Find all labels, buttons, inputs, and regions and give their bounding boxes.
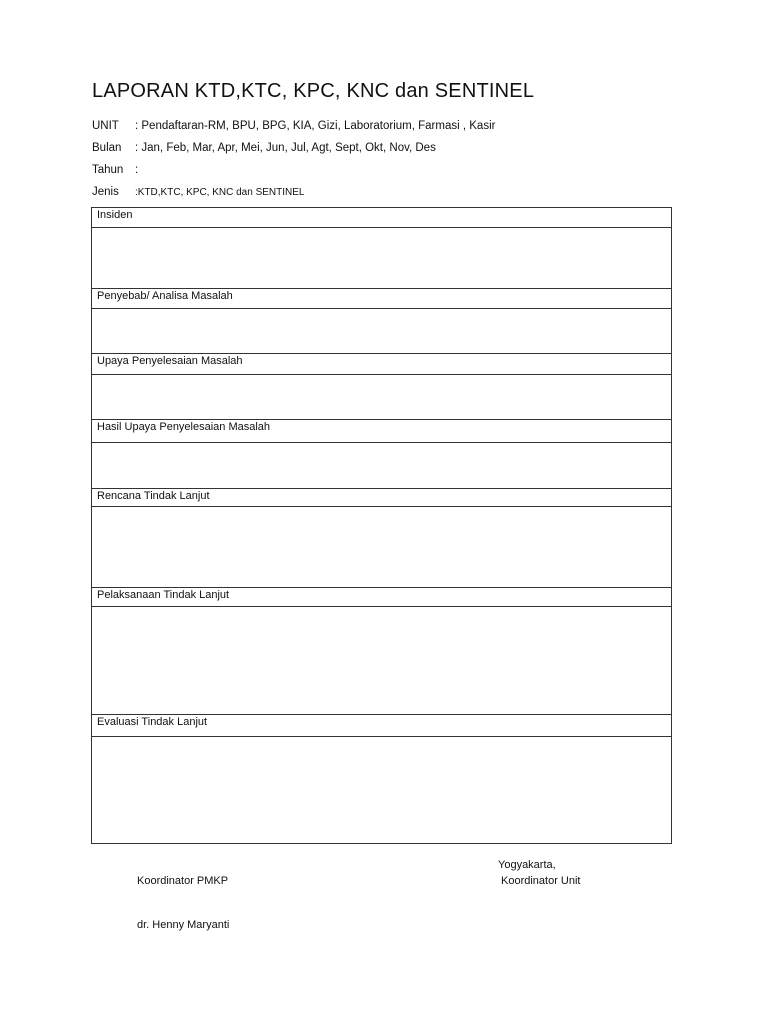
meta-label-tahun: Tahun xyxy=(92,164,124,176)
section-field-penyebab[interactable] xyxy=(92,309,671,353)
section-header-penyebab xyxy=(92,288,671,309)
section-label-upaya: Upaya Penyelesaian Masalah xyxy=(97,355,243,367)
signature-place: Yogyakarta, xyxy=(498,859,556,871)
section-label-penyebab: Penyebab/ Analisa Masalah xyxy=(97,290,233,302)
section-label-evaluasi: Evaluasi Tindak Lanjut xyxy=(97,716,208,728)
meta-value-unit: : Pendaftaran-RM, BPU, BPG, KIA, Gizi, Laboratorium, Farmasi , Kasir xyxy=(135,120,496,132)
section-header-hasil-upaya xyxy=(92,419,671,443)
meta-value-bulan: : Jan, Feb, Mar, Apr, Mei, Jun, Jul, Agt, Sept, Okt, Nov, Des xyxy=(135,142,436,154)
section-field-pelaksanaan[interactable] xyxy=(92,607,671,714)
meta-row-jenis xyxy=(92,186,305,198)
section-header-upaya xyxy=(92,353,671,375)
meta-label-unit: UNIT xyxy=(92,120,119,132)
signature-left-name: dr. Henny Maryanti xyxy=(137,919,230,931)
section-label-insiden: Insiden xyxy=(97,209,133,221)
section-label-hasil-upaya: Hasil Upaya Penyelesaian Masalah xyxy=(97,421,271,433)
section-label-pelaksanaan: Pelaksanaan Tindak Lanjut xyxy=(97,589,230,601)
section-header-rencana xyxy=(92,488,671,507)
meta-row-unit xyxy=(92,120,495,132)
meta-row-tahun xyxy=(92,164,138,176)
section-field-insiden[interactable] xyxy=(92,228,671,288)
section-header-pelaksanaan xyxy=(92,587,671,607)
section-field-rencana[interactable] xyxy=(92,507,671,587)
section-field-upaya[interactable] xyxy=(92,375,671,419)
meta-label-jenis: Jenis xyxy=(92,186,119,198)
signature-right-title: Koordinator Unit xyxy=(501,875,581,887)
section-label-rencana: Rencana Tindak Lanjut xyxy=(97,490,210,502)
section-field-hasil-upaya[interactable] xyxy=(92,443,671,488)
meta-row-bulan xyxy=(92,142,436,154)
report-form-table xyxy=(91,207,672,844)
section-header-evaluasi xyxy=(92,714,671,737)
section-field-evaluasi[interactable] xyxy=(92,737,671,843)
meta-value-jenis: :KTD,KTC, KPC, KNC dan SENTINEL xyxy=(135,187,305,198)
section-header-insiden xyxy=(92,208,671,228)
page-title: LAPORAN KTD,KTC, KPC, KNC dan SENTINEL xyxy=(92,80,535,102)
meta-label-bulan: Bulan xyxy=(92,142,122,154)
signature-left-title: Koordinator PMKP xyxy=(137,875,229,887)
meta-value-tahun: : xyxy=(135,164,139,176)
